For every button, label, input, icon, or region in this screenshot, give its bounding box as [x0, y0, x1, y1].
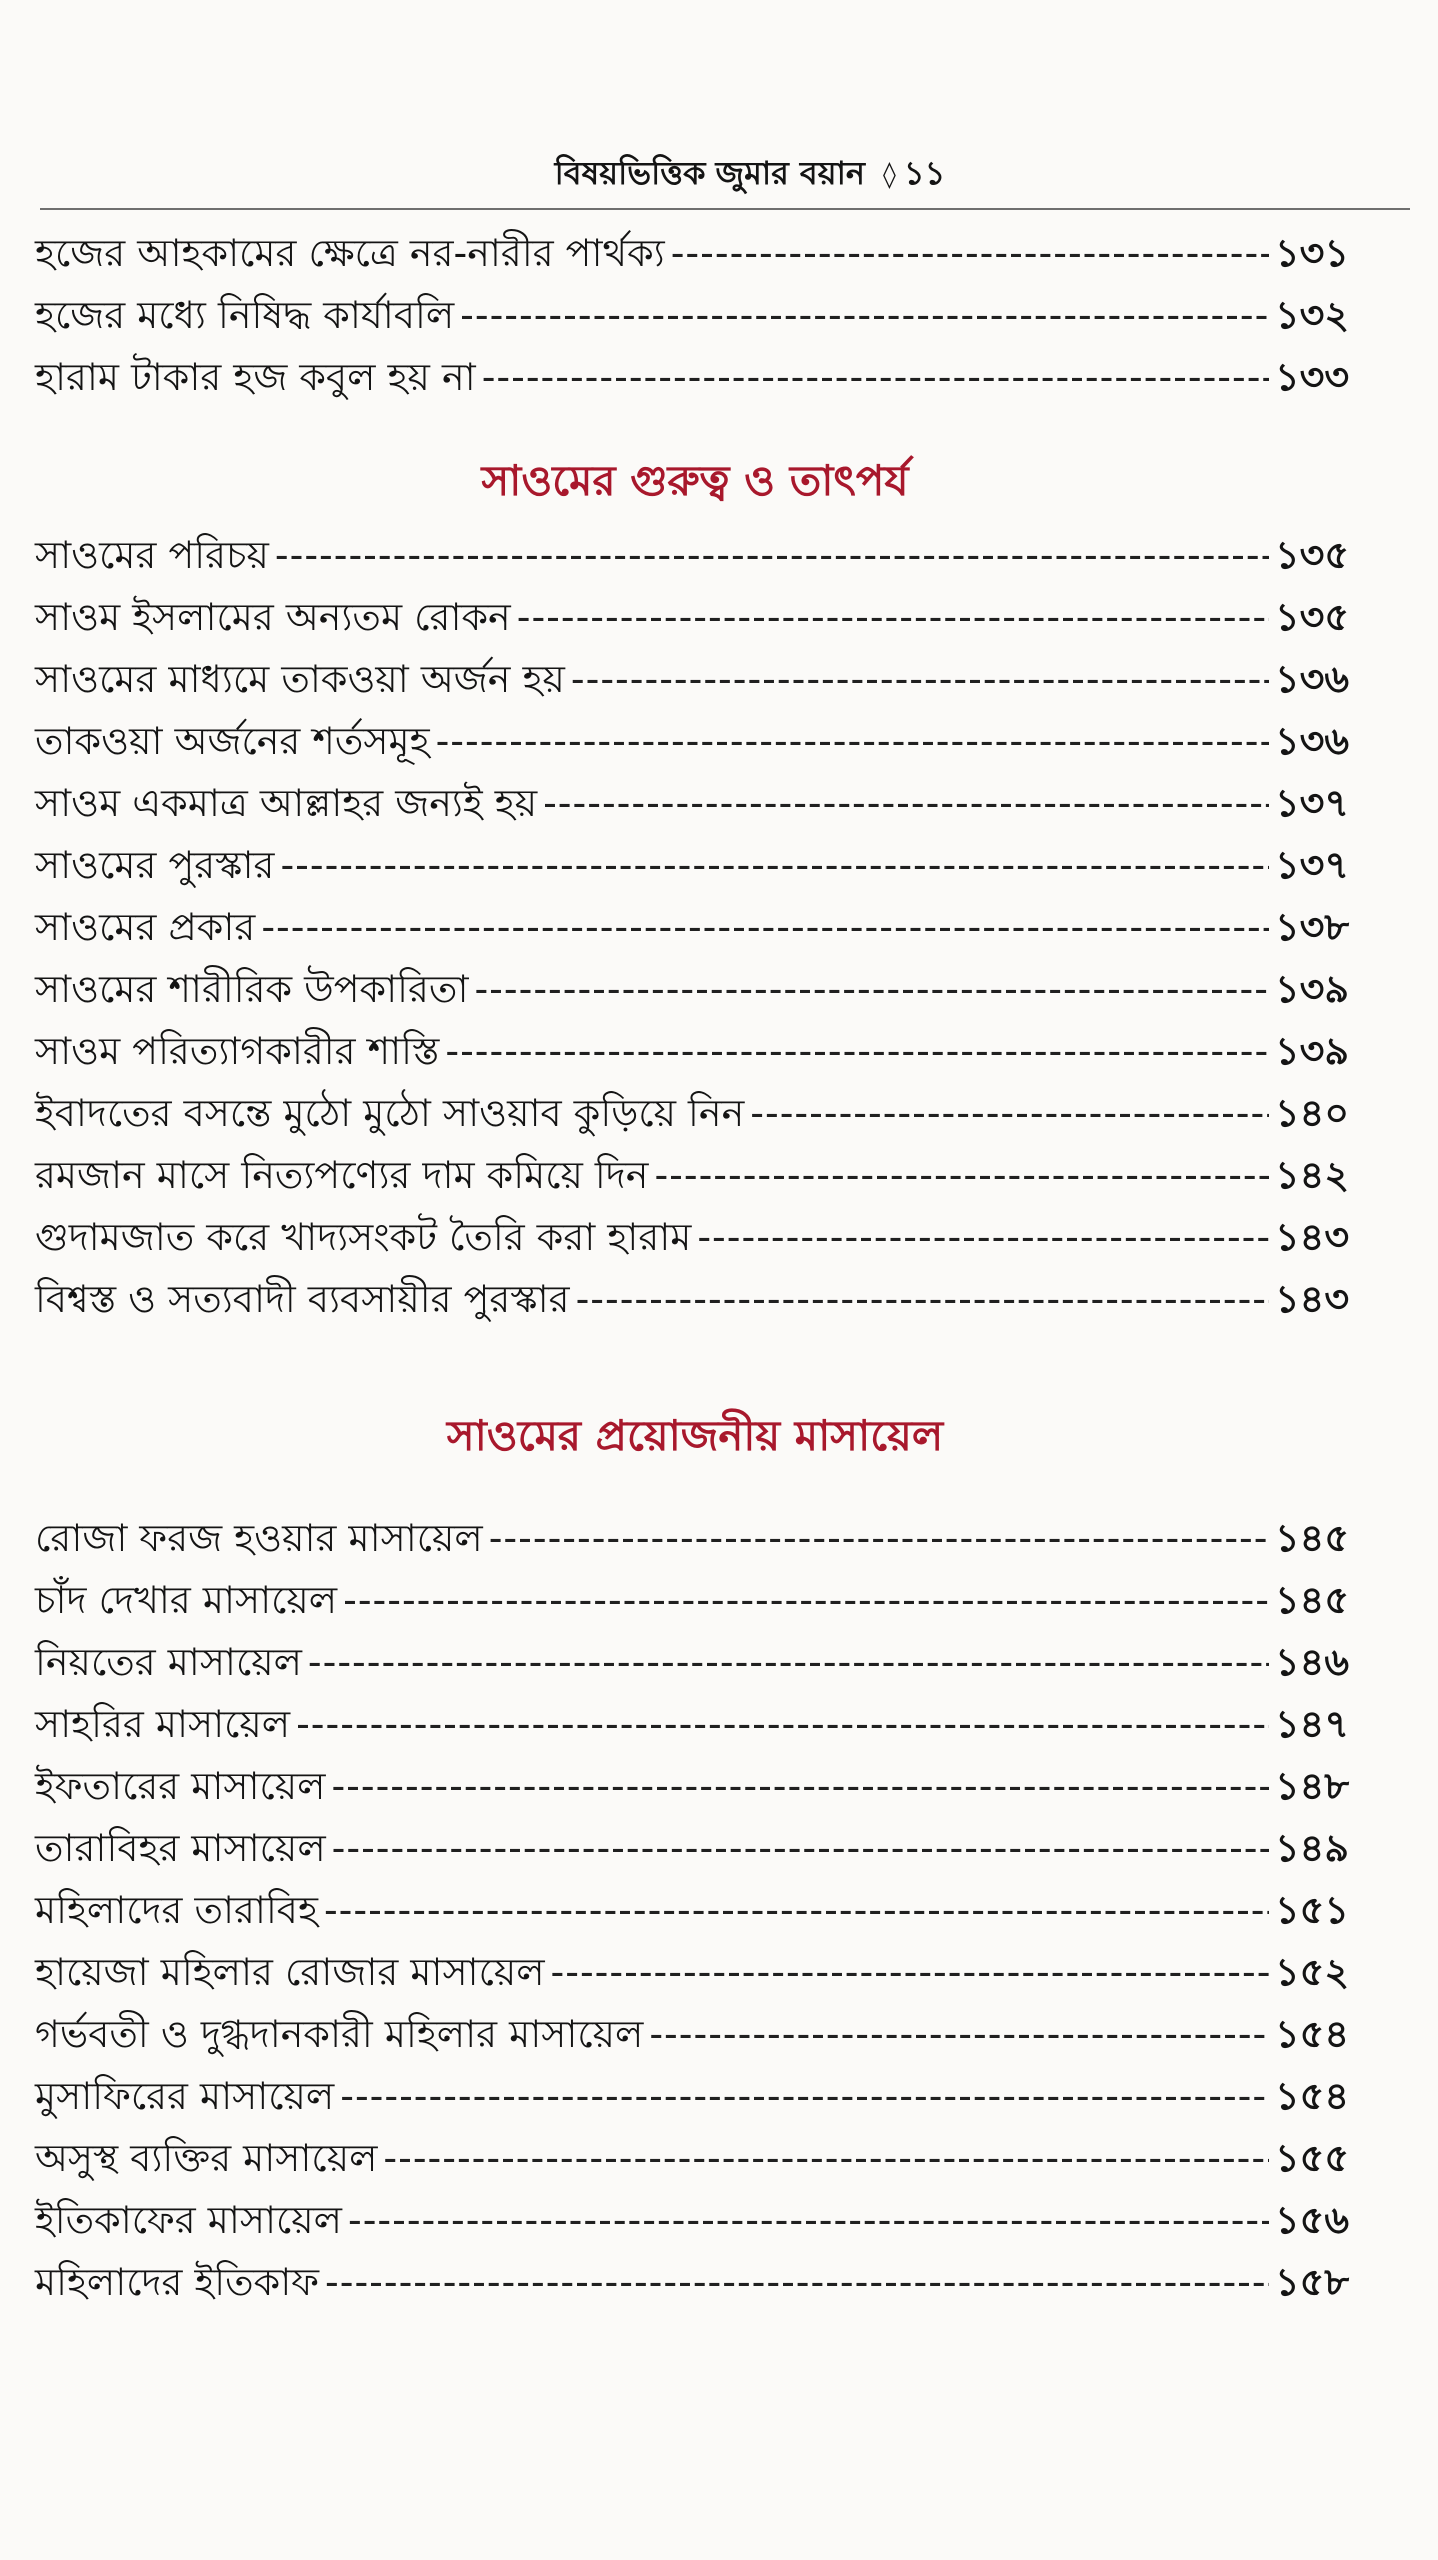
toc-entry-page: ১৫২ — [1275, 1950, 1350, 1994]
toc-leader — [543, 772, 1269, 834]
toc-entry-page: ১৪৩ — [1275, 1215, 1350, 1259]
toc-leader — [348, 2189, 1269, 2251]
toc-entry-title: হায়েজা মহিলার রোজার মাসায়েল — [35, 1950, 545, 1994]
toc-entry-page: ১৪৭ — [1275, 1702, 1350, 1746]
toc-entry-page: ১৪২ — [1275, 1153, 1350, 1197]
toc-entry-page: ১৪৩ — [1275, 1277, 1350, 1321]
toc-entry-title: মহিলাদের তারাবিহ — [35, 1888, 318, 1932]
toc-leader — [436, 710, 1269, 772]
toc-entry — [35, 222, 1355, 284]
toc-entry-title: হজের আহকামের ক্ষেত্রে নর-নারীর পার্থক্য — [35, 231, 665, 275]
toc-entry — [35, 2251, 1355, 2313]
toc-entry — [35, 346, 1355, 408]
toc-entry-title: সাওম একমাত্র আল্লাহর জন্যই হয় — [35, 781, 538, 825]
toc-leader — [551, 1941, 1269, 2003]
toc-leader — [750, 1082, 1269, 1144]
toc-entry — [35, 1268, 1355, 1330]
toc-entry-title: গুদামজাত করে খাদ্যসংকট তৈরি করা হারাম — [35, 1215, 692, 1259]
toc-entry-title: বিশ্বস্ত ও সত্যবাদী ব্যবসায়ীর পুরস্কার — [35, 1277, 570, 1321]
toc-entry — [35, 1693, 1355, 1755]
toc-entry-page: ১৫৪ — [1275, 2012, 1349, 2056]
toc-entry — [35, 586, 1355, 648]
toc-entry-title: সাওমের প্রকার — [35, 905, 256, 949]
toc-leader — [296, 1693, 1269, 1755]
toc-entry-page: ১৪৬ — [1275, 1640, 1350, 1684]
toc-leader — [324, 1879, 1269, 1941]
toc-entry — [35, 1631, 1355, 1693]
toc-entry — [35, 524, 1355, 586]
toc-entry — [35, 1941, 1355, 2003]
toc-leader — [654, 1144, 1269, 1206]
toc-entry — [35, 2127, 1355, 2189]
toc-entry — [35, 648, 1355, 710]
toc-entry-title: হারাম টাকার হজ কবুল হয় না — [35, 355, 476, 399]
toc-entry-page: ১৫৫ — [1275, 2136, 1349, 2180]
toc-entry-page: ১৩৮ — [1275, 905, 1350, 949]
toc-entry-title: সাওমের পরিচয় — [35, 533, 269, 577]
toc-entry — [35, 284, 1355, 346]
toc-entry — [35, 1020, 1355, 1082]
toc-leader — [576, 1268, 1269, 1330]
toc-entry-page: ১৩৩ — [1275, 355, 1350, 399]
toc-entry-page: ১৫৪ — [1275, 2074, 1349, 2118]
toc-entry-title: তারাবিহর মাসায়েল — [35, 1826, 326, 1870]
toc-section-hajj-continued — [35, 222, 1355, 408]
toc-entry-title: চাঁদ দেখার মাসায়েল — [35, 1578, 338, 1622]
toc-entry-title: ইতিকাফের মাসায়েল — [35, 2198, 342, 2242]
toc-section-sawm-masail — [35, 1405, 1355, 2313]
toc-entry-page: ১৪০ — [1275, 1091, 1350, 1135]
toc-entry — [35, 958, 1355, 1020]
toc-entry-page: ১৪৫ — [1275, 1578, 1349, 1622]
toc-entry-page: ১৩১ — [1275, 231, 1350, 275]
toc-entry-title: রমজান মাসে নিত্যপণ্যের দাম কমিয়ে দিন — [35, 1153, 649, 1197]
toc-entry — [35, 2189, 1355, 2251]
toc-leader — [482, 346, 1269, 408]
toc-entry-page: ১৩৬ — [1275, 719, 1350, 763]
toc-leader — [474, 958, 1269, 1020]
toc-entry-page: ১৪৯ — [1275, 1826, 1349, 1870]
toc-entry-title: গর্ভবতী ও দুগ্ধদানকারী মহিলার মাসায়েল — [35, 2012, 644, 2056]
toc-entry — [35, 1817, 1355, 1879]
toc-leader — [343, 1569, 1269, 1631]
toc-entry-title: সাওমের পুরস্কার — [35, 843, 275, 887]
toc-entry — [35, 710, 1355, 772]
toc-leader — [571, 648, 1269, 710]
toc-entry-page: ১৩৬ — [1275, 657, 1350, 701]
toc-entry — [35, 1507, 1355, 1569]
toc-leader — [445, 1020, 1269, 1082]
running-header-page-number: ১১ — [903, 154, 946, 192]
toc-entry-title: ইবাদতের বসন্তে মুঠো মুঠো সাওয়াব কুড়িয়ে নিন — [35, 1091, 745, 1135]
toc-entry — [35, 1879, 1355, 1941]
toc-entry — [35, 1206, 1355, 1268]
toc-entry-page: ১৩৯ — [1275, 967, 1350, 1011]
diamond-icon: ◊ — [882, 160, 896, 190]
toc-leader — [332, 1817, 1269, 1879]
toc-entry-page: ১৪৮ — [1275, 1764, 1349, 1808]
toc-entry-title: নিয়তের মাসায়েল — [35, 1640, 302, 1684]
toc-leader — [489, 1507, 1269, 1569]
toc-entry-title: মুসাফিরের মাসায়েল — [35, 2074, 335, 2118]
toc-entry — [35, 2003, 1355, 2065]
toc-entry-page: ১৫৮ — [1275, 2260, 1349, 2304]
toc-leader — [460, 284, 1269, 346]
toc-entry — [35, 772, 1355, 834]
toc-leader — [697, 1206, 1269, 1268]
toc-entry-page: ১৩৯ — [1275, 1029, 1350, 1073]
toc-leader — [275, 524, 1269, 586]
toc-entry — [35, 1569, 1355, 1631]
toc-entry-title: ইফতারের মাসায়েল — [35, 1764, 326, 1808]
toc-entry-title: রোজা ফরজ হওয়ার মাসায়েল — [35, 1516, 483, 1560]
toc-entry — [35, 834, 1355, 896]
header-rule — [40, 208, 1410, 210]
toc-leader — [325, 2251, 1269, 2313]
toc-leader — [649, 2003, 1269, 2065]
section-heading: সাওমের গুরুত্ব ও তাৎপর্য — [481, 456, 909, 505]
running-header-book-title: জুমার বয়ান — [715, 154, 865, 192]
toc-entry-title: অসুস্থ ব্যক্তির মাসায়েল — [35, 2136, 378, 2180]
toc-entry — [35, 1144, 1355, 1206]
toc-entry-title: হজের মধ্যে নিষিদ্ধ কার্যাবলি — [35, 293, 455, 337]
toc-entry-title: সাওম পরিত্যাগকারীর শাস্তি — [35, 1029, 440, 1073]
toc-entry-title: সাওম ইসলামের অন্যতম রোকন — [35, 595, 511, 639]
toc-entry — [35, 2065, 1355, 2127]
toc-entry-title: সাওমের শারীরিক উপকারিতা — [35, 967, 469, 1011]
toc-entry-page: ১৪৫ — [1275, 1516, 1349, 1560]
toc-entry-page: ১৩৫ — [1275, 533, 1350, 577]
toc-entry — [35, 1082, 1355, 1144]
toc-entry-title: সাহরির মাসায়েল — [35, 1702, 291, 1746]
toc-leader — [671, 222, 1269, 284]
toc-entry-page: ১৫৬ — [1275, 2198, 1350, 2242]
toc-entry-title: তাকওয়া অর্জনের শর্তসমূহ — [35, 719, 430, 763]
toc-entry-title: মহিলাদের ইতিকাফ — [35, 2260, 320, 2304]
toc-leader — [340, 2065, 1269, 2127]
toc-leader — [517, 586, 1269, 648]
toc-entry — [35, 1755, 1355, 1817]
toc-entry-page: ১৩৭ — [1275, 781, 1350, 825]
toc-entry-page: ১৩৫ — [1275, 595, 1350, 639]
toc-leader — [308, 1631, 1269, 1693]
toc-entry-page: ১৫১ — [1275, 1888, 1349, 1932]
toc-section-sawm-importance — [35, 450, 1355, 1330]
section-heading: সাওমের প্রয়োজনীয় মাসায়েল — [446, 1411, 944, 1460]
running-header — [470, 150, 1030, 200]
toc-leader — [331, 1755, 1269, 1817]
toc-entry — [35, 896, 1355, 958]
toc-leader — [280, 834, 1269, 896]
toc-entry-page: ১৩২ — [1275, 293, 1350, 337]
toc-entry-page: ১৩৭ — [1275, 843, 1350, 887]
toc-entry-title: সাওমের মাধ্যমে তাকওয়া অর্জন হয় — [35, 657, 565, 701]
toc-leader — [261, 896, 1269, 958]
toc-leader — [383, 2127, 1269, 2189]
running-header-subtitle: বিষয়ভিত্তিক — [554, 154, 706, 192]
